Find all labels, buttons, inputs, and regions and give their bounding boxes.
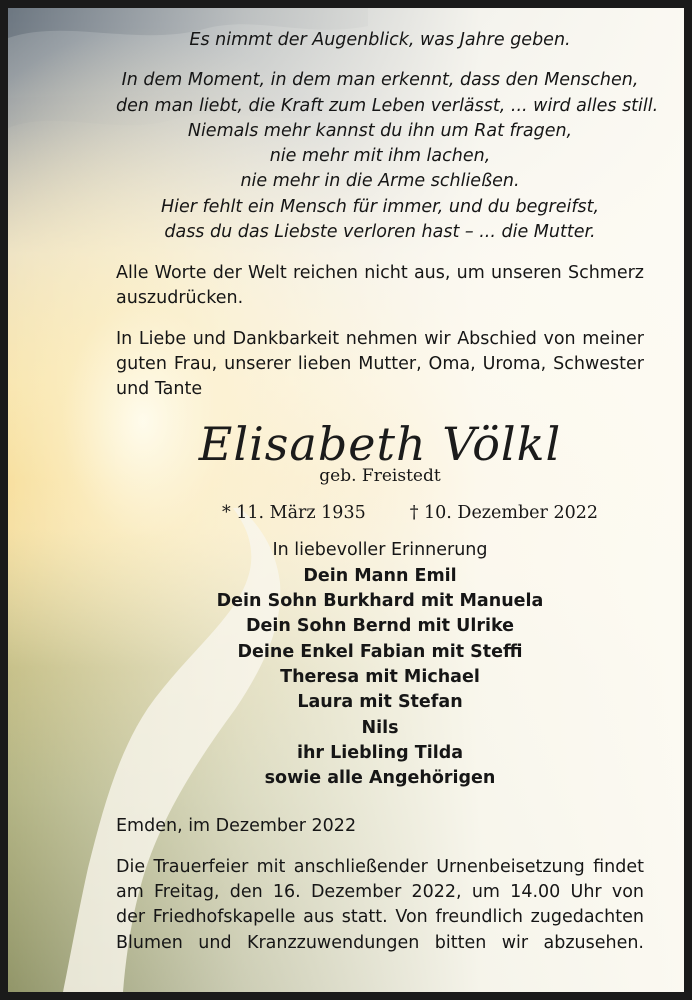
funeral-details [116, 855, 644, 957]
mourner-line: ihr Liebling Tilda [296, 742, 464, 763]
mourner-line: Deine Enkel Fabian mit Steffi [237, 641, 523, 662]
poem-line: dass du das Liebste verloren hast – ... die Mutter. [164, 222, 596, 243]
poem [116, 28, 659, 245]
funeral-line: Blumen und Kranzzuwendungen bitten wir abzusehen. [116, 932, 644, 953]
place-and-date: Emden, im Dezember 2022 [116, 815, 357, 836]
grief-paragraph: Alle Worte der Welt reichen nicht aus, um unseren Schmerz auszudrücken. [116, 263, 644, 309]
mourner-line: Laura mit Stefan [297, 692, 463, 713]
maiden-name: geb. Freistedt [319, 466, 441, 487]
mourner-line: Dein Sohn Burkhard mit Manuela [216, 591, 544, 612]
poem-line: In dem Moment, in dem man erkennt, dass den Menschen, [121, 70, 639, 91]
funeral-line: der Friedhofskapelle aus statt. Von freundlich zugedachten [116, 907, 644, 928]
death-date: † 10. Dezember 2022 [409, 503, 599, 524]
mourner-line: Dein Mann Emil [303, 565, 457, 586]
poem-line: Es nimmt der Augenblick, was Jahre geben. [189, 30, 571, 50]
mourner-line: Dein Sohn Bernd mit Ulrike [245, 616, 515, 637]
funeral-line: Die Trauerfeier mit anschließender Urnenbeisetzung findet [116, 856, 644, 877]
mourner-line: Nils [361, 717, 399, 738]
farewell-paragraph: In Liebe und Dankbarkeit nehmen wir Abschied von meiner guten Frau, unserer lieben Mutter, Oma, Uroma, Schwester und Tante [116, 329, 644, 400]
deceased-name: Elisabeth Völkl [198, 417, 562, 472]
memory-intro: In liebevoller Erinnerung [272, 540, 488, 561]
poem-line: nie mehr in die Arme schließen. [240, 171, 520, 192]
mourner-line: sowie alle Angehörigen [264, 768, 496, 789]
mourner-line: Theresa mit Michael [280, 667, 480, 688]
poem-line: den man liebt, die Kraft zum Leben verlässt, ... wird alles still. [116, 95, 659, 116]
funeral-line: am Freitag, den 16. Dezember 2022, um 14.00 Uhr von [116, 881, 644, 902]
birth-date: * 11. März 1935 [221, 503, 366, 524]
poem-line: Niemals mehr kannst du ihn um Rat fragen, [187, 120, 573, 141]
life-dates [116, 500, 644, 526]
notice-content [116, 28, 659, 956]
poem-line: nie mehr mit ihm lachen, [269, 146, 491, 167]
poem-line: Hier fehlt ein Mensch für immer, und du begreifst, [160, 196, 600, 217]
mourners-list [116, 538, 644, 791]
